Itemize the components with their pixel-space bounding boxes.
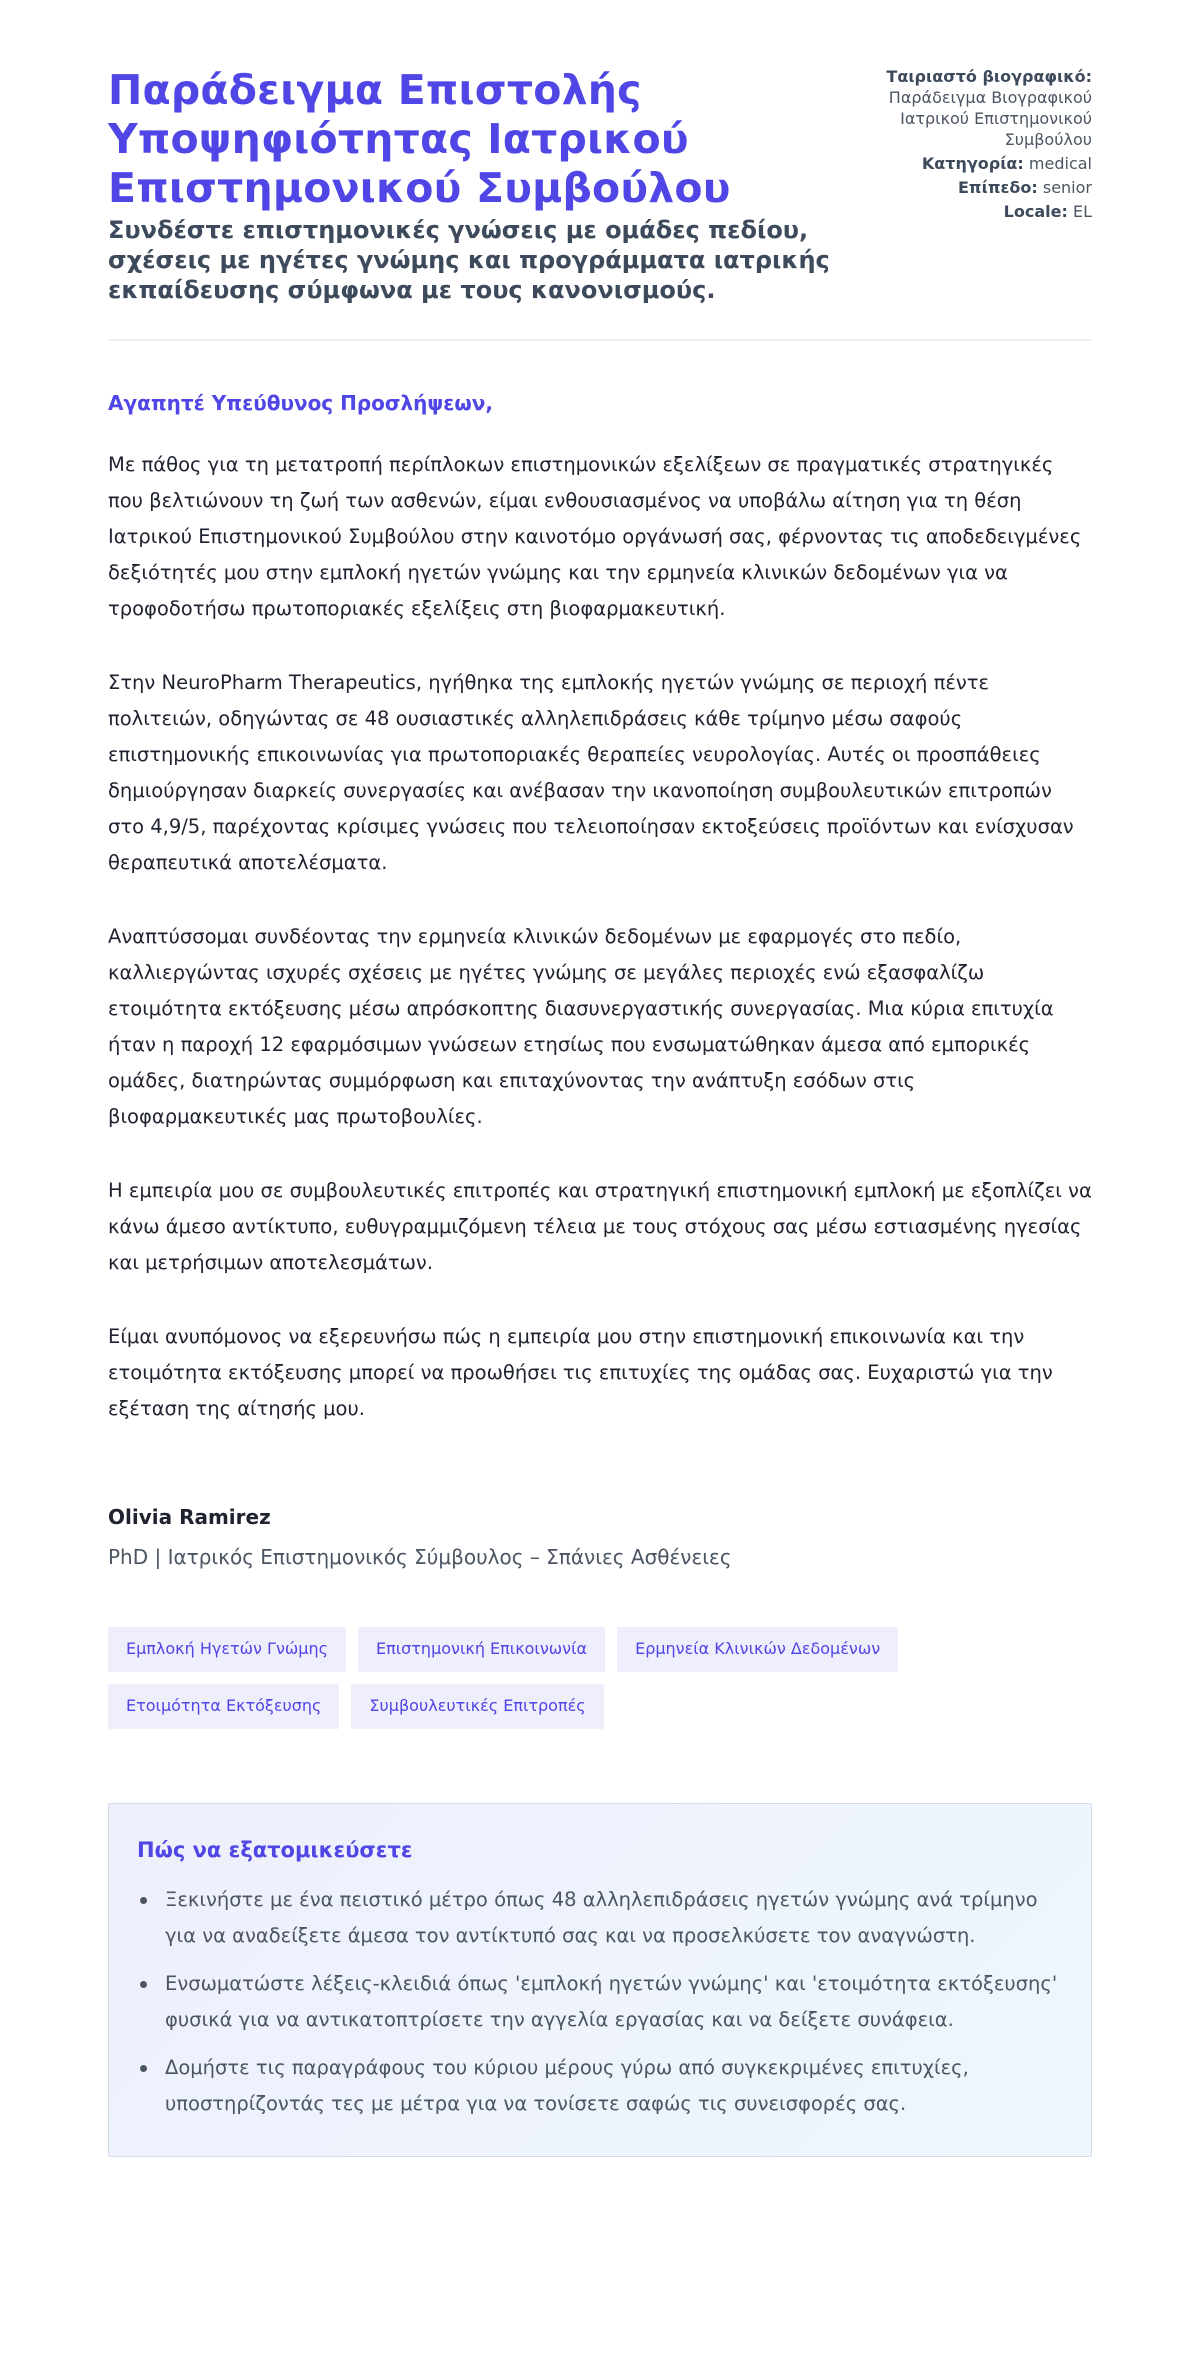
meta-category-label: Κατηγορία: (921, 154, 1024, 173)
tip-item (137, 1882, 1063, 1954)
bullet-icon (140, 2065, 147, 2072)
letter-paragraph: Είμαι ανυπόμονος να εξερευνήσω πώς η εμπειρία μου στην επιστημονική επικοινωνία και την ετοιμότητα εκτόξευσης μπορεί να προωθήσει τις επιτυχίες της ομάδας σας. Ευχαριστώ για την εξέταση της αίτησής μου. (108, 1325, 1053, 1420)
tip-item (137, 2050, 1063, 2122)
meta-category (844, 153, 1092, 174)
customization-tips-box (108, 1803, 1092, 2157)
meta-level-value: senior (1042, 178, 1092, 197)
meta-locale-label: Locale: (1003, 202, 1068, 221)
skill-tag: Εμπλοκή Ηγετών Γνώμης (108, 1627, 346, 1672)
skill-tag: Συμβουλευτικές Επιτροπές (351, 1684, 603, 1729)
skill-tag: Επιστημονική Επικοινωνία (358, 1627, 605, 1672)
meta-locale-value: EL (1072, 202, 1092, 221)
meta-category-value: medical (1028, 154, 1092, 173)
skill-tag: Ερμηνεία Κλινικών Δεδομένων (617, 1627, 898, 1672)
letter-body (108, 389, 1092, 1427)
signature-name: Olivia Ramirez (108, 1505, 271, 1529)
meta-level (844, 177, 1092, 198)
skill-tags (108, 1627, 1092, 1729)
letter-paragraph: Αναπτύσσομαι συνδέοντας την ερμηνεία κλινικών δεδομένων με εφαρμογές στο πεδίο, καλλιεργώντας ισχυρές σχέσεις με ηγέτες γνώμης σε μεγάλες περιοχές ενώ εξασφαλίζω ετοιμότητα εκτόξευσης μέσω απρόσκοπτης διασυνεργαστικής συνεργασίας. Μια κύρια επιτυχία ήταν η παροχή 12 εφαρμόσιμων γνώσεων ετησίως που ενσωματώθηκαν άμεσα από εμπορικές ομάδες, διατηρώντας συμμόρφωση και επιταχύνοντας την ανάπτυξη εσόδων στις βιοφαρμακευτικές μας πρωτοβουλίες. (108, 925, 1054, 1128)
page-header (108, 66, 1092, 305)
meta-panel (844, 66, 1092, 225)
meta-resume-label: Ταιριαστό βιογραφικό: (886, 67, 1092, 86)
tip-item (137, 1966, 1063, 2038)
page-subtitle: Συνδέστε επιστημονικές γνώσεις με ομάδες πεδίου, σχέσεις με ηγέτες γνώμης και προγράμματα ιατρικής εκπαίδευσης σύμφωνα με τους κανονισμούς. (108, 216, 830, 304)
tip-text: Ενσωματώστε λέξεις-κλειδιά όπως 'εμπλοκή ηγετών γνώμης' και 'ετοιμότητα εκτόξευσης' φυσικά για να αντικατοπτρίσετε την αγγελία εργασίας και να δείξετε συνάφεια. (165, 1972, 1058, 2031)
meta-resume-value: Παράδειγμα Βιογραφικού Ιατρικού Επιστημονικού Συμβούλου (888, 88, 1092, 149)
page-title: Παράδειγμα Επιστολής Υποψηφιότητας Ιατρικού Επιστημονικού Συμβούλου (108, 66, 731, 212)
tip-text: Ξεκινήστε με ένα πειστικό μέτρο όπως 48 αλληλεπιδράσεις ηγετών γνώμης ανά τρίμηνο για να αναδείξετε άμεσα τον αντίκτυπό σας και να προσελκύσετε τον αναγνώστη. (165, 1888, 1038, 1947)
meta-locale (844, 201, 1092, 222)
bullet-icon (140, 1981, 147, 1988)
tip-text: Δομήστε τις παραγράφους του κύριου μέρους γύρω από συγκεκριμένες επιτυχίες, υποστηρίζοντάς τες με μέτρα για να τονίσετε σαφώς τις συνεισφορές σας. (165, 2056, 969, 2115)
skill-tag: Ετοιμότητα Εκτόξευσης (108, 1684, 339, 1729)
meta-resume (844, 66, 1092, 150)
tips-list (137, 1882, 1063, 2122)
letter-paragraph: Με πάθος για τη μετατροπή περίπλοκων επιστημονικών εξελίξεων σε πραγματικές στρατηγικές που βελτιώνουν τη ζωή των ασθενών, είμαι ενθουσιασμένος να υποβάλω αίτηση για τη θέση Ιατρικού Επιστημονικού Συμβούλου στην καινοτόμο οργάνωσή σας, φέρνοντας τις αποδεδειγμένες δεξιότητές μου στην εμπλοκή ηγετών γνώμης και την ερμηνεία κλινικών δεδομένων για να τροφοδοτήσω πρωτοποριακές εξελίξεις στη βιοφαρμακευτική. (108, 453, 1082, 620)
tips-title: Πώς να εξατομικεύσετε (137, 1838, 413, 1862)
header-divider (108, 339, 1092, 341)
header-titles (108, 66, 844, 305)
bullet-icon (140, 1897, 147, 1904)
letter-salutation: Αγαπητέ Υπεύθυνος Προσλήψεων, (108, 391, 494, 415)
letter-paragraph: Η εμπειρία μου σε συμβουλευτικές επιτροπές και στρατηγική επιστημονική εμπλοκή με εξοπλίζει να κάνω άμεσο αντίκτυπο, ευθυγραμμιζόμενη τέλεια με τους στόχους σας μέσω εστιασμένης ηγεσίας και μετρήσιμων αποτελεσμάτων. (108, 1179, 1092, 1274)
signature-title: PhD | Ιατρικός Επιστημονικός Σύμβουλος – Σπάνιες Ασθένειες (108, 1545, 732, 1569)
signature-block (108, 1503, 1092, 1571)
letter-paragraph: Στην NeuroPharm Therapeutics, ηγήθηκα της εμπλοκής ηγετών γνώμης σε περιοχή πέντε πολιτειών, οδηγώντας σε 48 ουσιαστικές αλληλεπιδράσεις κάθε τρίμηνο μέσω σαφούς επιστημονικής επικοινωνίας για πρωτοποριακές θεραπείες νευρολογίας. Αυτές οι προσπάθειες δημιούργησαν διαρκείς συνεργασίες και ανέβασαν την ικανοποίηση συμβουλευτικών επιτροπών στο 4,9/5, παρέχοντας κρίσιμες γνώσεις που τελειοποίησαν εκτοξεύσεις προϊόντων και ενίσχυσαν θεραπευτικά αποτελέσματα. (108, 671, 1074, 874)
meta-level-label: Επίπεδο: (958, 178, 1038, 197)
